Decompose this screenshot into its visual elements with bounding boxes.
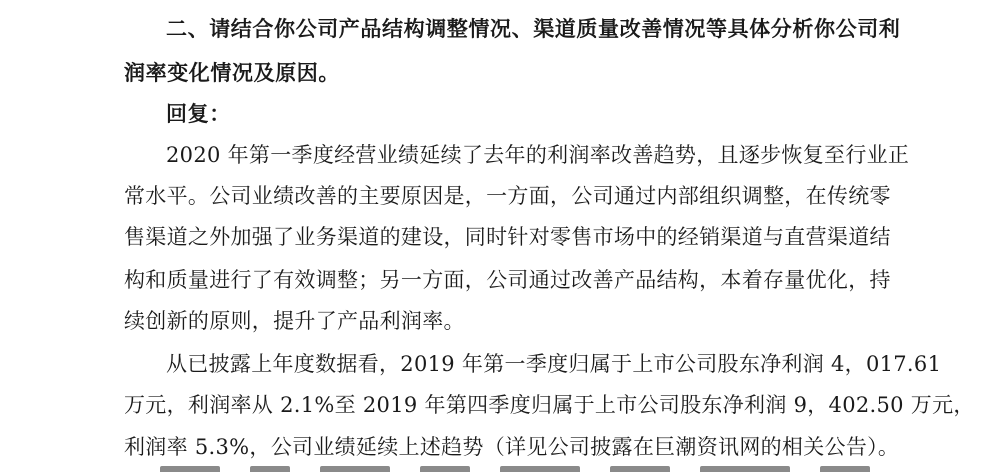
- reply-paragraph-2-line-1: 从已披露上年度数据看，2019 年第一季度归属于上市公司股东净利润 4，017.61: [166, 352, 942, 376]
- reply-paragraph-1-line-2: 常水平。公司业绩改善的主要原因是，一方面，公司通过内部组织调整，在传统零: [124, 184, 891, 208]
- cut-off-glyph: [320, 466, 390, 472]
- question-line-2: 润率变化情况及原因。: [124, 61, 340, 85]
- cut-off-glyph: [160, 466, 220, 472]
- cut-off-glyph: [820, 466, 870, 472]
- cut-off-glyph: [250, 466, 290, 472]
- reply-paragraph-1-line-4: 构和质量进行了有效调整；另一方面，公司通过改善产品结构，本着存量优化，持: [124, 268, 891, 292]
- reply-paragraph-1-line-1: 2020 年第一季度经营业绩延续了去年的利润率改善趋势，且逐步恢复至行业正: [166, 143, 910, 167]
- reply-paragraph-1-line-5: 续创新的原则，提升了产品利润率。: [124, 309, 465, 333]
- cut-off-glyph: [610, 466, 670, 472]
- question-line-1: 二、请结合你公司产品结构调整情况、渠道质量改善情况等具体分析你公司利: [166, 17, 901, 41]
- cut-off-glyph: [500, 466, 580, 472]
- cut-off-text-row: [160, 460, 880, 472]
- reply-paragraph-2-line-3: 利润率 5.3%，公司业绩延续上述趋势（详见公司披露在巨潮资讯网的相关公告）。: [124, 435, 900, 459]
- cut-off-glyph: [700, 466, 790, 472]
- reply-heading: 回复：: [166, 102, 231, 126]
- reply-paragraph-2-line-2: 万元，利润率从 2.1%至 2019 年第四季度归属于上市公司股东净利润 9，402.50 万元，: [124, 393, 975, 417]
- cut-off-glyph: [420, 466, 470, 472]
- reply-paragraph-1-line-3: 售渠道之外加强了业务渠道的建设，同时针对零售市场中的经销渠道与直营渠道结: [124, 225, 891, 249]
